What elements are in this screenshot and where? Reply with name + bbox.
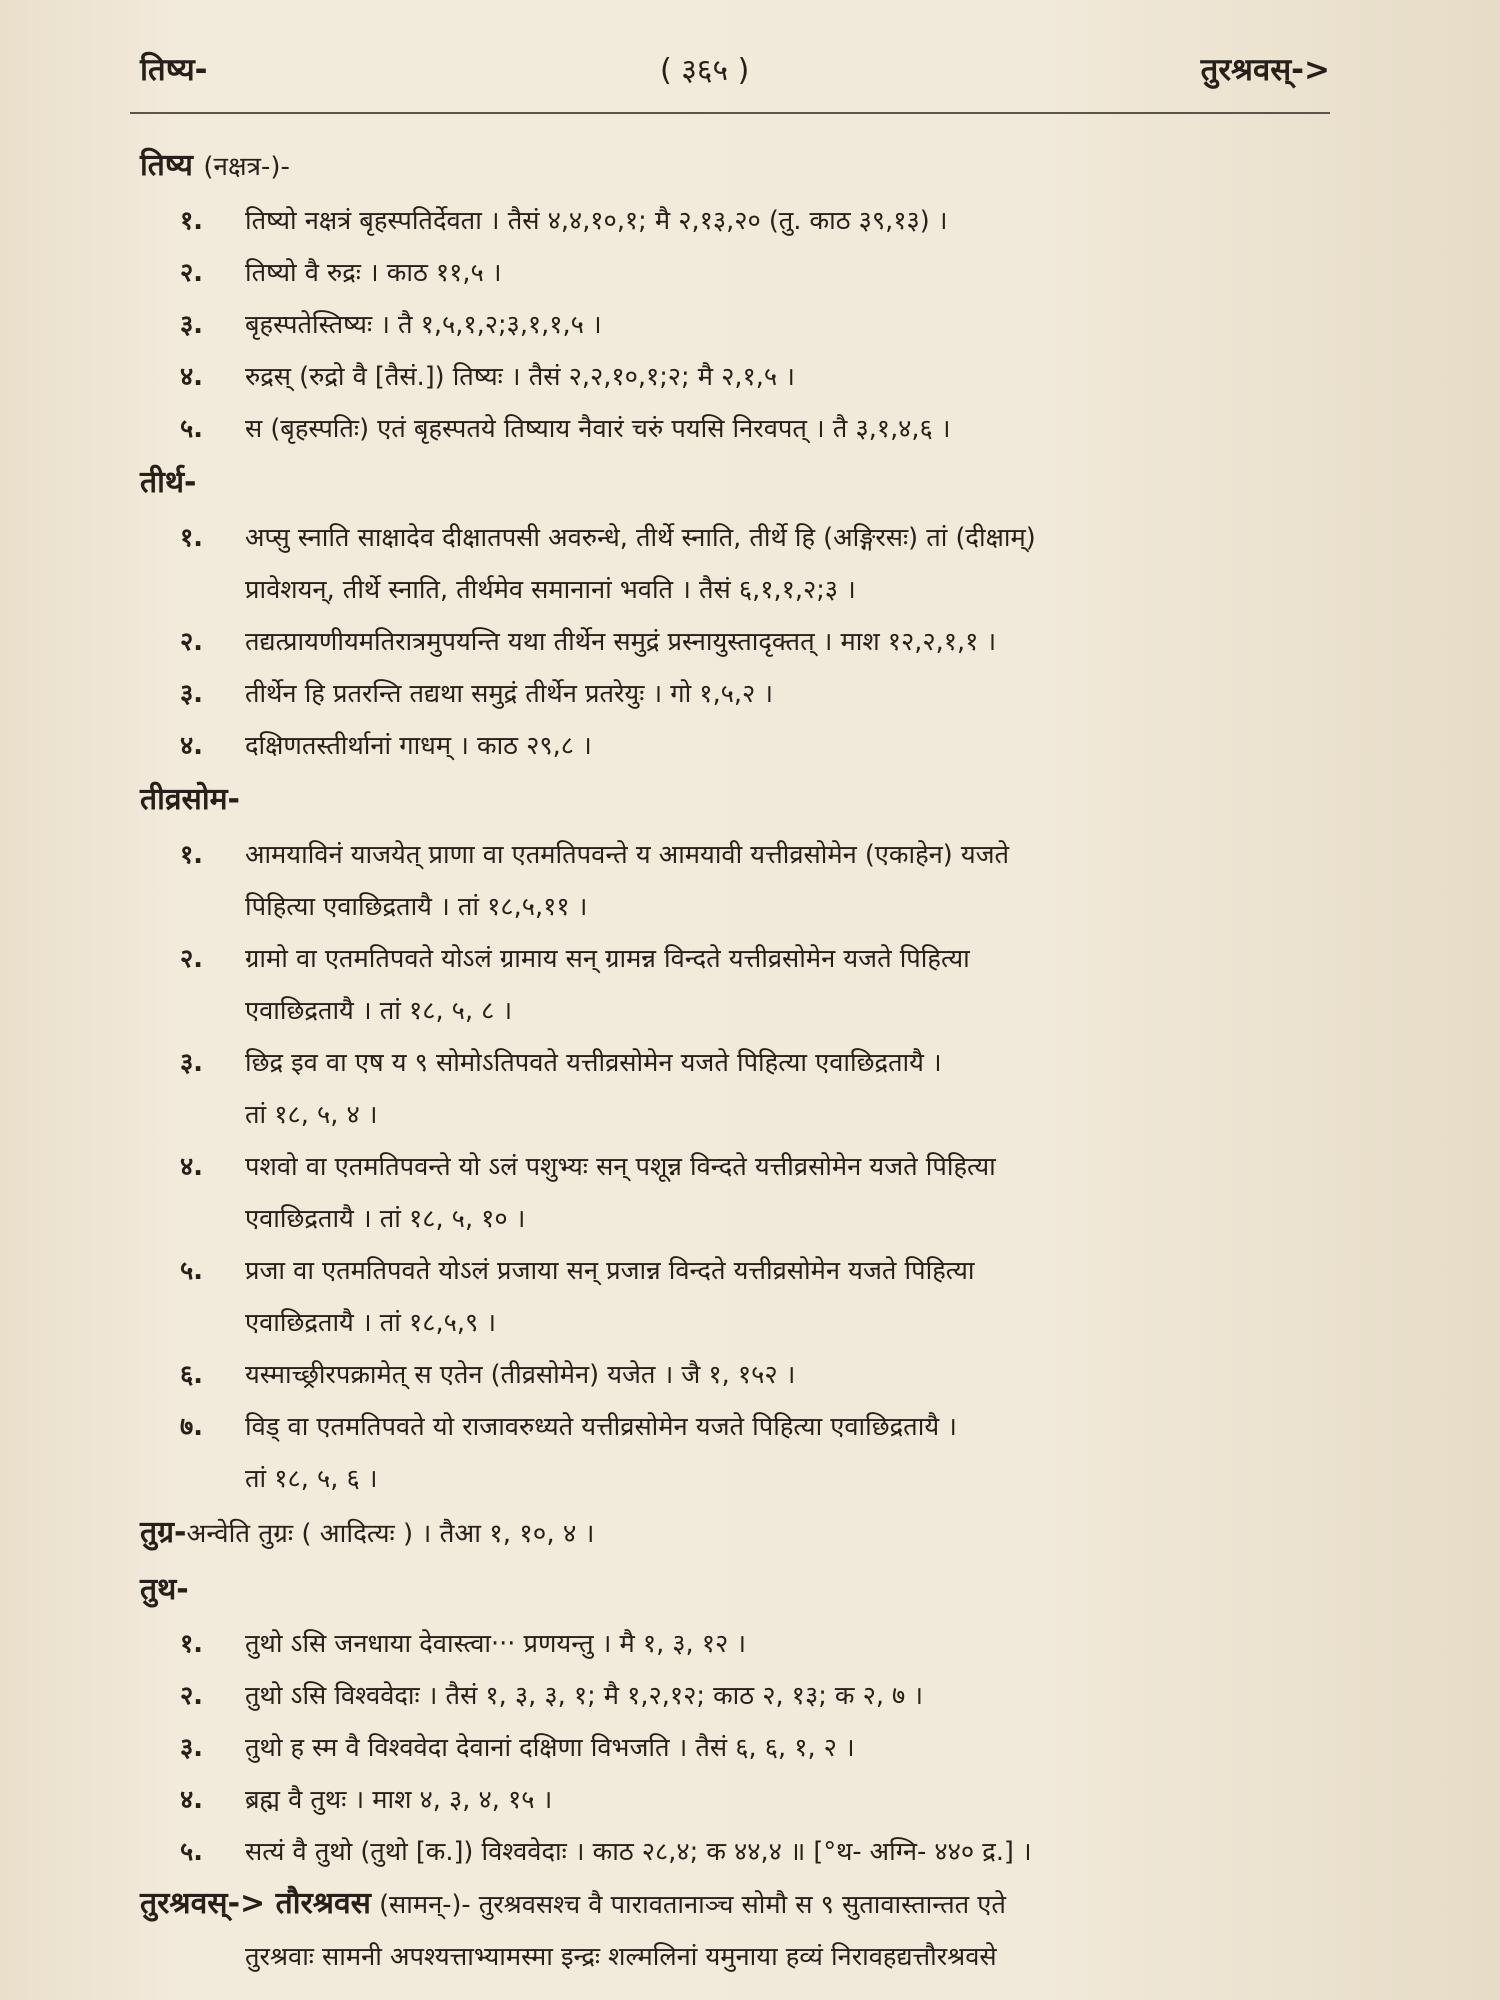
item-number: ४. bbox=[180, 1152, 203, 1182]
entry-item bbox=[140, 1774, 1340, 1826]
item-text-line: तिष्यो नक्षत्रं बृहस्पतिर्देवता । तैसं ४,४,१०,१; मै २,१३,२० (तु. काठ ३९,१३) । bbox=[245, 206, 948, 236]
item-text-line: पिहित्या एवाछिद्रतायै । तां १८,५,११ । bbox=[245, 892, 588, 922]
entry-first-line bbox=[140, 1878, 1340, 1931]
item-text-line: अप्सु स्नाति साक्षादेव दीक्षातपसी अवरुन्धे, तीर्थे स्नाति, तीर्थे हि (अङ्गिरसः) तां (दीक्षाम्) bbox=[245, 523, 1036, 553]
headword-text: तुथ- bbox=[140, 1572, 189, 1607]
item-text-line: दक्षिणतस्तीर्थानां गाधम् । काठ २९,८ । bbox=[245, 731, 592, 761]
headword-entry bbox=[140, 772, 1340, 1505]
item-number: ५. bbox=[180, 1256, 203, 1286]
entry-item bbox=[140, 1141, 1340, 1245]
headword-text: तीव्रसोम- bbox=[140, 782, 240, 817]
entry-item bbox=[140, 1670, 1340, 1722]
item-number: ५. bbox=[180, 414, 203, 444]
item-text-line: ब्रह्म वै तुथः । माश ४, ३, ४, १५ । bbox=[245, 1785, 553, 1815]
entry-item bbox=[140, 247, 1340, 299]
entry-item bbox=[140, 1349, 1340, 1401]
item-number: ३. bbox=[180, 679, 203, 709]
page-content bbox=[140, 138, 1340, 1983]
item-text-line: एवाछिद्रतायै । तां १८, ५, ८ । bbox=[245, 996, 513, 1026]
entry-item bbox=[140, 299, 1340, 351]
entry-item bbox=[140, 195, 1340, 247]
entry-item bbox=[140, 1037, 1340, 1141]
item-number: ५. bbox=[180, 1837, 203, 1867]
item-number: १. bbox=[180, 523, 203, 553]
item-number: ६. bbox=[180, 1360, 203, 1390]
headword-entry-turashravas bbox=[140, 1878, 1340, 1983]
item-text-line: प्रजा वा एतमतिपवते योऽलं प्रजाया सन् प्रजान्न विन्दते यत्तीव्रसोमेन यजते पिहित्या bbox=[245, 1256, 975, 1286]
entry-item bbox=[140, 668, 1340, 720]
item-number: ४. bbox=[180, 731, 203, 761]
item-text-line: तुथो ह स्म वै विश्ववेदा देवानां दक्षिणा विभजति । तैसं ६, ६, १, २ । bbox=[245, 1733, 855, 1763]
item-text-line: तीर्थेन हि प्रतरन्ति तद्यथा समुद्रं तीर्थेन प्रतरेयुः । गो १,५,२ । bbox=[245, 679, 774, 709]
item-text-line: रुद्रस् (रुद्रो वै [तैसं.]) तिष्यः । तैसं २,२,१०,१;२; मै २,१,५ । bbox=[245, 362, 795, 392]
item-number: १. bbox=[180, 206, 203, 236]
item-text-line: तां १८, ५, ४ । bbox=[245, 1100, 378, 1130]
item-text-line: स (बृहस्पतिः) एतं बृहस्पतये तिष्याय नैवारं चरुं पयसि निरवपत् । तै ३,१,४,६ । bbox=[245, 414, 951, 444]
item-text-line: आमयाविनं याजयेत् प्राणा वा एतमतिपवन्ते य आमयावी यत्तीव्रसोमेन (एकाहेन) यजते bbox=[245, 840, 1010, 870]
header-left-headword: तिष्य- bbox=[140, 52, 208, 88]
item-text-line: विड् वा एतमतिपवते यो राजावरुध्यते यत्तीव्रसोमेन यजते पिहित्या एवाछिद्रतायै । bbox=[245, 1412, 957, 1442]
headword-text: तुग्र- bbox=[140, 1515, 187, 1550]
item-text-line: प्रावेशयन्, तीर्थे स्नाति, तीर्थमेव समानानां भवति । तैसं ६,१,१,२;३ । bbox=[245, 575, 856, 605]
entry-item bbox=[140, 1401, 1340, 1505]
item-text-line: सत्यं वै तुथो (तुथो [क.]) विश्ववेदाः । काठ २८,४; क ४४,४ ॥ [°थ- अग्नि- ४४० द्र.] । bbox=[245, 1837, 1032, 1867]
entry-item bbox=[140, 616, 1340, 668]
entry-item bbox=[140, 720, 1340, 772]
header-right-headword: तुरश्रवस्-> bbox=[1200, 52, 1330, 88]
item-number: ३. bbox=[180, 1733, 203, 1763]
item-text-line: बृहस्पतेस्तिष्यः । तै १,५,१,२;३,१,१,५ । bbox=[245, 310, 602, 340]
headword-text: तिष्य bbox=[140, 148, 193, 183]
entry-item bbox=[140, 512, 1340, 616]
item-number: ३. bbox=[180, 310, 203, 340]
item-text-line: छिद्र इव वा एष य ९ सोमोऽतिपवते यत्तीव्रसोमेन यजते पिहित्या एवाछिद्रतायै । bbox=[245, 1048, 942, 1078]
item-number: २. bbox=[180, 627, 203, 657]
headword bbox=[140, 772, 1340, 829]
entry-item bbox=[140, 1618, 1340, 1670]
headword-entry bbox=[140, 455, 1340, 772]
running-header bbox=[140, 48, 1330, 100]
entry-text: अन्वेति तुग्रः ( आदित्यः ) । तैआ १, १०, ४ । bbox=[186, 1519, 595, 1549]
entry-text: तुरश्रवाः सामनी अपश्यत्ताभ्यामस्मा इन्द्रः शल्मलिनां यमुनाया हव्यं निरावहद्यत्तौरश्रवसे bbox=[245, 1942, 997, 1972]
item-number: २. bbox=[180, 1681, 203, 1711]
item-number: ४. bbox=[180, 1785, 203, 1815]
item-number: २. bbox=[180, 258, 203, 288]
entry-item bbox=[140, 1826, 1340, 1878]
item-text-line: एवाछिद्रतायै । तां १८,५,९ । bbox=[245, 1308, 496, 1338]
headword-entry-tutha bbox=[140, 1562, 1340, 1878]
entry-item bbox=[140, 403, 1340, 455]
item-number: ७. bbox=[180, 1412, 203, 1442]
entry-text: तुरश्रवसश्च वै पारावतानाञ्च सोमौ स ९ सुतावास्तान्तत एते bbox=[478, 1890, 1006, 1920]
entry-item bbox=[140, 1245, 1340, 1349]
item-text-line: तां १८, ५, ६ । bbox=[245, 1464, 378, 1494]
headword bbox=[140, 455, 1340, 512]
headword-text: तुरश्रवस्-> तौरश्रवस bbox=[140, 1886, 371, 1921]
entry-item bbox=[140, 351, 1340, 403]
item-number: १. bbox=[180, 1629, 203, 1659]
headword-gloss: (नक्षत्र-)- bbox=[203, 152, 290, 182]
item-number: २. bbox=[180, 944, 203, 974]
entry-item bbox=[140, 829, 1340, 933]
item-number: १. bbox=[180, 840, 203, 870]
item-text-line: पशवो वा एतमतिपवन्ते यो ऽलं पशुभ्यः सन् पशून्न विन्दते यत्तीव्रसोमेन यजते पिहित्या bbox=[245, 1152, 996, 1182]
item-text-line: ग्रामो वा एतमतिपवते योऽलं ग्रामाय सन् ग्रामन्न विन्दते यत्तीव्रसोमेन यजते पिहित्या bbox=[245, 944, 970, 974]
entry-continuation-line bbox=[140, 1931, 1340, 1983]
headword-gloss: (सामन्-)- bbox=[379, 1890, 471, 1920]
item-text-line: तुथो ऽसि जनधाया देवास्त्वा··· प्रणयन्तु । मै १, ३, १२ । bbox=[245, 1629, 747, 1659]
headword-text: तीर्थ- bbox=[140, 465, 197, 500]
item-text-line: तुथो ऽसि विश्ववेदाः । तैसं १, ३, ३, १; मै १,२,१२; काठ २, १३; क २, ७ । bbox=[245, 1681, 924, 1711]
item-text-line: एवाछिद्रतायै । तां १८, ५, १० । bbox=[245, 1204, 526, 1234]
item-text-line: तद्यत्प्रायणीयमतिरात्रमुपयन्ति यथा तीर्थेन समुद्रं प्रस्नायुस्तादृक्तत् । माश १२,२,१,१ । bbox=[245, 627, 997, 657]
page-number: ( ३६५ ) bbox=[660, 53, 750, 88]
headword bbox=[140, 138, 1340, 195]
entry-item bbox=[140, 1722, 1340, 1774]
item-number: ३. bbox=[180, 1048, 203, 1078]
headword-entry-tugra bbox=[140, 1505, 1340, 1562]
entry-item bbox=[140, 933, 1340, 1037]
item-text-line: यस्माच्छ्रीरपक्रामेत् स एतेन (तीव्रसोमेन) यजेत । जै १, १५२ । bbox=[245, 1360, 796, 1390]
item-number: ४. bbox=[180, 362, 203, 392]
header-rule bbox=[130, 112, 1330, 114]
headword-entry bbox=[140, 138, 1340, 455]
item-text-line: तिष्यो वै रुद्रः । काठ ११,५ । bbox=[245, 258, 502, 288]
